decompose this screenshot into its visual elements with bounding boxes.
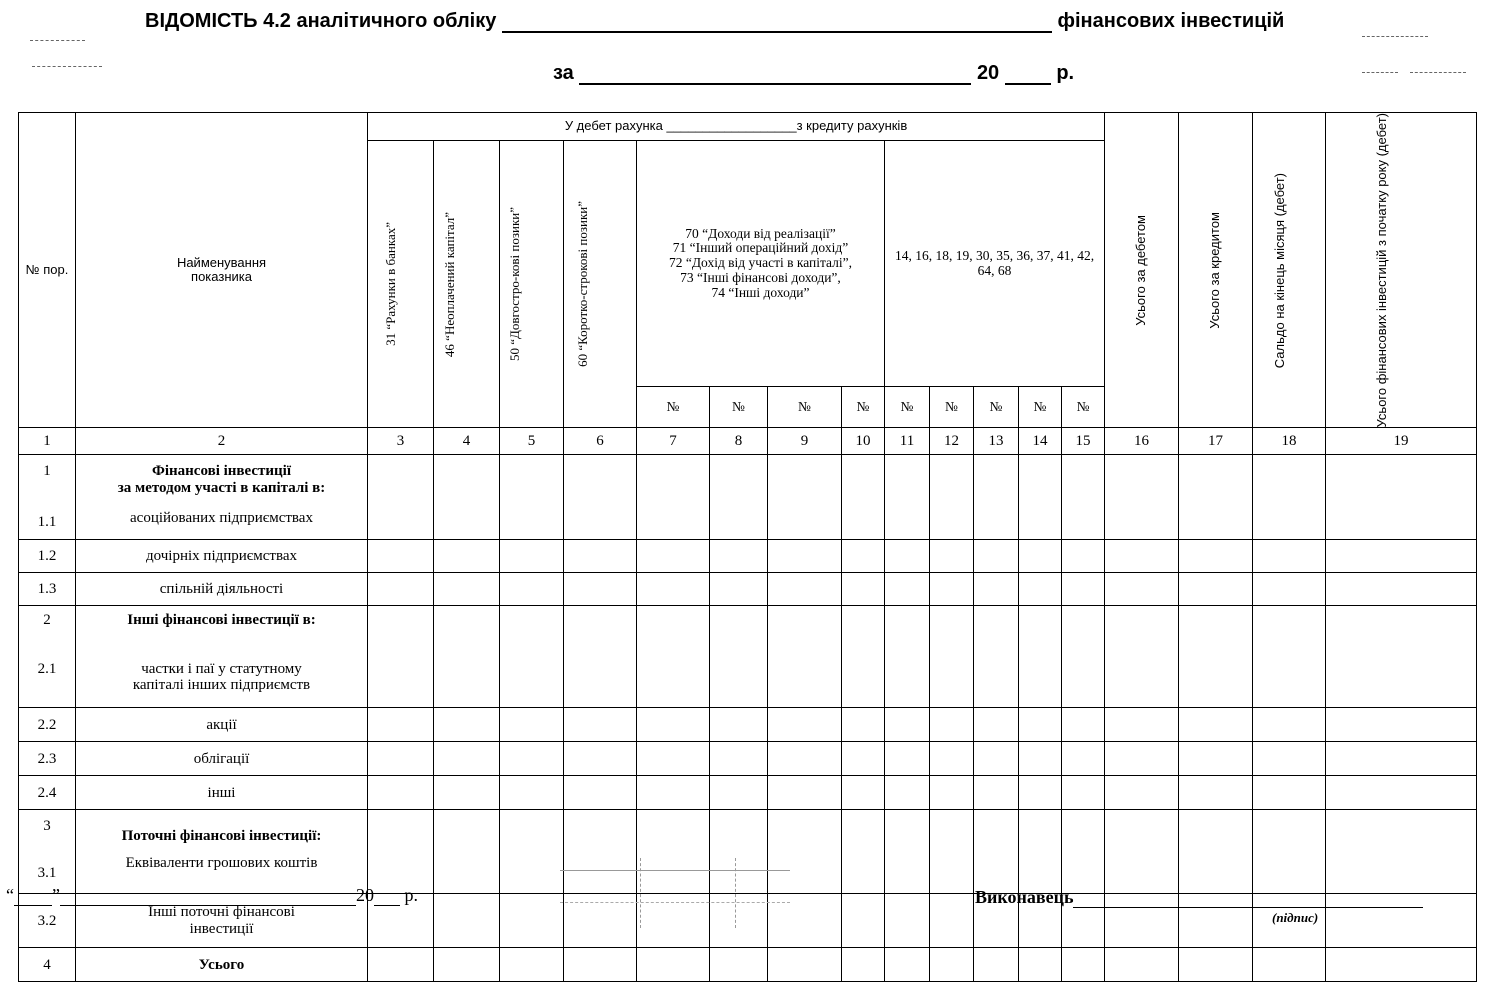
year-field[interactable] [1005, 83, 1051, 85]
data-cell[interactable] [930, 708, 974, 742]
debit-account-header: У дебет рахунка __________________з кредиту рахунків [368, 113, 1105, 141]
data-cell[interactable] [930, 540, 974, 573]
sub-account-no: № [1019, 387, 1062, 428]
data-cell[interactable] [1019, 540, 1062, 573]
executor-block [975, 887, 1423, 908]
data-cell[interactable] [500, 810, 564, 894]
data-cell[interactable] [710, 776, 768, 810]
month-field[interactable] [60, 905, 356, 906]
data-cell[interactable] [500, 776, 564, 810]
data-cell[interactable] [974, 540, 1019, 573]
data-cell[interactable] [885, 573, 930, 606]
document-title [145, 10, 1284, 33]
row-number: 1.3 [19, 573, 76, 606]
column-number: 18 [1253, 428, 1326, 455]
row-label: Фінансові інвестиції за методом участі в капіталі в: асоційованих підприємствах [76, 455, 368, 540]
data-cell[interactable] [1179, 540, 1253, 573]
data-cell[interactable] [368, 776, 434, 810]
data-cell[interactable] [710, 742, 768, 776]
data-cell[interactable] [1326, 948, 1477, 982]
row-number: 2 2.1 [19, 606, 76, 708]
table-row [19, 455, 1477, 540]
data-cell[interactable] [930, 573, 974, 606]
column-number: 12 [930, 428, 974, 455]
data-cell[interactable] [1326, 540, 1477, 573]
data-cell[interactable] [434, 810, 500, 894]
data-cell[interactable] [1326, 742, 1477, 776]
data-cell[interactable] [368, 455, 434, 540]
column-number: 5 [500, 428, 564, 455]
data-cell[interactable] [974, 810, 1019, 894]
data-cell[interactable] [885, 894, 930, 948]
data-cell[interactable] [1105, 810, 1179, 894]
data-cell[interactable] [710, 540, 768, 573]
data-cell[interactable] [1062, 455, 1105, 540]
row-number: 2.3 [19, 742, 76, 776]
data-cell[interactable] [368, 948, 434, 982]
data-cell[interactable] [434, 742, 500, 776]
scan-artifact [735, 858, 736, 928]
footer-year-suffix: р. [404, 885, 418, 905]
column-number-row [19, 428, 1477, 455]
data-cell[interactable] [1019, 810, 1062, 894]
executor-signature-field[interactable] [1073, 907, 1423, 908]
table-row [19, 606, 1477, 708]
data-cell[interactable] [500, 606, 564, 708]
data-cell[interactable] [637, 948, 710, 982]
data-cell[interactable] [564, 948, 637, 982]
data-cell[interactable] [564, 455, 637, 540]
data-cell[interactable] [637, 573, 710, 606]
column-number: 15 [1062, 428, 1105, 455]
data-cell[interactable] [710, 810, 768, 894]
row-number: 3 3.1 [19, 810, 76, 894]
data-cell[interactable] [930, 455, 974, 540]
column-number: 9 [768, 428, 842, 455]
data-cell[interactable] [1326, 810, 1477, 894]
data-cell[interactable] [1326, 573, 1477, 606]
data-cell[interactable] [1326, 606, 1477, 708]
column-number: 16 [1105, 428, 1179, 455]
column-number: 2 [76, 428, 368, 455]
data-cell[interactable] [564, 742, 637, 776]
data-cell[interactable] [1326, 708, 1477, 742]
data-cell[interactable] [500, 540, 564, 573]
executor-label: Виконавець [975, 887, 1074, 907]
data-cell[interactable] [564, 810, 637, 894]
data-cell[interactable] [637, 606, 710, 708]
date-quote-close: ” [52, 885, 60, 905]
data-cell[interactable] [1179, 455, 1253, 540]
data-cell[interactable] [1179, 810, 1253, 894]
data-cell[interactable] [1179, 776, 1253, 810]
data-cell[interactable] [842, 776, 885, 810]
data-cell[interactable] [1253, 742, 1326, 776]
data-cell[interactable] [434, 573, 500, 606]
data-cell[interactable] [710, 948, 768, 982]
column-number: 8 [710, 428, 768, 455]
data-cell[interactable] [842, 948, 885, 982]
data-cell[interactable] [842, 742, 885, 776]
data-cell[interactable] [1253, 455, 1326, 540]
data-cell[interactable] [974, 948, 1019, 982]
data-cell[interactable] [1326, 776, 1477, 810]
data-cell[interactable] [434, 708, 500, 742]
data-cell[interactable] [637, 742, 710, 776]
data-cell[interactable] [1105, 540, 1179, 573]
table-row [19, 776, 1477, 810]
data-cell[interactable] [842, 810, 885, 894]
col-header-name: Найменування показника [76, 113, 368, 428]
data-cell[interactable] [637, 540, 710, 573]
col-header-acc46: 46 “Неоплачений капітал” [434, 141, 500, 428]
data-cell[interactable] [974, 742, 1019, 776]
data-cell[interactable] [710, 708, 768, 742]
data-cell[interactable] [500, 948, 564, 982]
data-cell[interactable] [500, 742, 564, 776]
sub-account-no: № [930, 387, 974, 428]
data-cell[interactable] [974, 455, 1019, 540]
data-cell[interactable] [368, 742, 434, 776]
data-cell[interactable] [1062, 742, 1105, 776]
data-cell[interactable] [1253, 708, 1326, 742]
footer-year-field[interactable] [374, 905, 400, 906]
data-cell[interactable] [368, 540, 434, 573]
data-cell[interactable] [564, 540, 637, 573]
row-label: інші [76, 776, 368, 810]
col-header-no: № пор. [19, 113, 76, 428]
row-number: 1 1.1 [19, 455, 76, 540]
data-cell[interactable] [768, 708, 842, 742]
sub-account-no: № [1062, 387, 1105, 428]
data-cell[interactable] [564, 708, 637, 742]
data-cell[interactable] [974, 573, 1019, 606]
row-number: 2.4 [19, 776, 76, 810]
data-cell[interactable] [768, 948, 842, 982]
data-cell[interactable] [768, 540, 842, 573]
data-cell[interactable] [1062, 776, 1105, 810]
footer-year: 20 [356, 885, 374, 905]
margin-mark [30, 40, 85, 41]
data-cell[interactable] [885, 776, 930, 810]
data-cell[interactable] [1253, 606, 1326, 708]
data-cell[interactable] [434, 540, 500, 573]
row-number: 4 [19, 948, 76, 982]
period-suffix: р. [1056, 62, 1075, 84]
row-number: 1.2 [19, 540, 76, 573]
data-cell[interactable] [710, 606, 768, 708]
column-number: 13 [974, 428, 1019, 455]
data-cell[interactable] [368, 810, 434, 894]
data-cell[interactable] [930, 894, 974, 948]
data-cell[interactable] [1019, 776, 1062, 810]
data-cell[interactable] [1179, 948, 1253, 982]
col-header-balance-end: Сальдо на кінець місяця (дебет) [1253, 113, 1326, 428]
row-label: акції [76, 708, 368, 742]
title-prefix: ВІДОМІСТЬ 4.2 аналітичного обліку [145, 10, 497, 32]
data-cell[interactable] [1253, 948, 1326, 982]
data-cell[interactable] [1253, 810, 1326, 894]
data-cell[interactable] [930, 776, 974, 810]
data-cell[interactable] [500, 455, 564, 540]
data-cell[interactable] [842, 540, 885, 573]
data-cell[interactable] [1105, 708, 1179, 742]
data-cell[interactable] [842, 573, 885, 606]
data-cell[interactable] [637, 810, 710, 894]
data-cell[interactable] [1062, 573, 1105, 606]
data-cell[interactable] [885, 948, 930, 982]
data-cell[interactable] [1179, 573, 1253, 606]
data-cell[interactable] [1062, 708, 1105, 742]
column-number: 11 [885, 428, 930, 455]
table-row [19, 708, 1477, 742]
data-cell[interactable] [930, 948, 974, 982]
data-cell[interactable] [885, 540, 930, 573]
row-label: Інші поточні фінансові інвестиції [76, 894, 368, 948]
data-cell[interactable] [1019, 455, 1062, 540]
data-cell[interactable] [885, 455, 930, 540]
row-number: 2.2 [19, 708, 76, 742]
margin-mark [1362, 36, 1428, 37]
data-cell[interactable] [768, 455, 842, 540]
data-cell[interactable] [768, 573, 842, 606]
data-cell[interactable] [1019, 742, 1062, 776]
col-header-total-debit: Усього за дебетом [1105, 113, 1179, 428]
data-cell[interactable] [564, 573, 637, 606]
report-period [553, 62, 1074, 85]
data-cell[interactable] [368, 708, 434, 742]
scan-artifact [560, 870, 790, 871]
margin-mark [1362, 72, 1398, 73]
data-cell[interactable] [885, 810, 930, 894]
data-cell[interactable] [710, 455, 768, 540]
data-cell[interactable] [500, 894, 564, 948]
data-cell[interactable] [1062, 606, 1105, 708]
data-cell[interactable] [930, 606, 974, 708]
ledger-table [18, 112, 1477, 982]
data-cell[interactable] [1019, 573, 1062, 606]
data-cell[interactable] [368, 606, 434, 708]
col-header-acc60: 60 “Коротко-строкові позики” [564, 141, 637, 428]
sub-account-no: № [842, 387, 885, 428]
investment-type-field[interactable] [502, 31, 1052, 33]
data-cell[interactable] [637, 455, 710, 540]
data-cell[interactable] [842, 708, 885, 742]
scan-artifact [560, 902, 790, 903]
row-label-total: Усього [76, 948, 368, 982]
data-cell[interactable] [434, 455, 500, 540]
column-number: 7 [637, 428, 710, 455]
data-cell[interactable] [1179, 742, 1253, 776]
period-prefix: за [553, 62, 574, 84]
table-row-total [19, 948, 1477, 982]
data-cell[interactable] [768, 810, 842, 894]
data-cell[interactable] [1253, 540, 1326, 573]
data-cell[interactable] [1326, 455, 1477, 540]
data-cell[interactable] [500, 573, 564, 606]
column-number: 10 [842, 428, 885, 455]
data-cell[interactable] [710, 573, 768, 606]
column-number: 3 [368, 428, 434, 455]
col-header-total-begin: Усього фінансових інвестицій з початку року (дебет) [1326, 113, 1477, 428]
data-cell[interactable] [974, 606, 1019, 708]
signature-hint: (підпис) [1272, 910, 1319, 925]
date-quote-open: “ [6, 885, 14, 905]
data-cell[interactable] [974, 776, 1019, 810]
data-cell[interactable] [1179, 606, 1253, 708]
data-cell[interactable] [434, 776, 500, 810]
sub-account-no: № [710, 387, 768, 428]
data-cell[interactable] [1253, 573, 1326, 606]
data-cell[interactable] [768, 742, 842, 776]
column-number: 1 [19, 428, 76, 455]
sub-account-no: № [885, 387, 930, 428]
table-row [19, 540, 1477, 573]
data-cell[interactable] [930, 742, 974, 776]
col-header-income-accounts: 70 “Доходи від реалізації” 71 “Інший операційний дохід” 72 “Дохід від участі в капіталі”, 73 “Інші фінансові доходи”, 74 “Інші доходи” [637, 141, 885, 387]
column-number: 17 [1179, 428, 1253, 455]
column-number: 19 [1326, 428, 1477, 455]
data-cell[interactable] [1105, 573, 1179, 606]
data-cell[interactable] [1253, 776, 1326, 810]
data-cell[interactable] [500, 708, 564, 742]
data-cell[interactable] [434, 948, 500, 982]
data-cell[interactable] [1019, 606, 1062, 708]
row-label: дочірніх підприємствах [76, 540, 368, 573]
data-cell[interactable] [1019, 708, 1062, 742]
data-cell[interactable] [1019, 948, 1062, 982]
data-cell[interactable] [842, 606, 885, 708]
footer-date [6, 885, 418, 906]
data-cell[interactable] [1105, 776, 1179, 810]
column-number: 6 [564, 428, 637, 455]
data-cell[interactable] [637, 776, 710, 810]
data-cell[interactable] [1062, 540, 1105, 573]
col-header-acc31: 31 “Рахунки в банках” [368, 141, 434, 428]
data-cell[interactable] [1105, 948, 1179, 982]
data-cell[interactable] [368, 573, 434, 606]
data-cell[interactable] [637, 708, 710, 742]
data-cell[interactable] [1105, 606, 1179, 708]
data-cell[interactable] [1062, 948, 1105, 982]
margin-mark [32, 66, 102, 67]
data-cell[interactable] [885, 606, 930, 708]
data-cell[interactable] [842, 894, 885, 948]
row-label: Інші фінансові інвестиції в: частки і паї у статутному капіталі інших підприємств [76, 606, 368, 708]
table-row [19, 742, 1477, 776]
scan-artifact [640, 858, 641, 928]
data-cell[interactable] [1179, 708, 1253, 742]
data-cell[interactable] [564, 606, 637, 708]
sub-account-no: № [637, 387, 710, 428]
row-label: Поточні фінансові інвестиції: Еквіваленти грошових коштів [76, 810, 368, 894]
data-cell[interactable] [930, 810, 974, 894]
data-cell[interactable] [434, 606, 500, 708]
sub-account-no: № [974, 387, 1019, 428]
row-number: 3.2 [19, 894, 76, 948]
data-cell[interactable] [434, 894, 500, 948]
col-header-acc50: 50 “Довгостро-кові позики” [500, 141, 564, 428]
table-row [19, 573, 1477, 606]
column-number: 14 [1019, 428, 1062, 455]
data-cell[interactable] [768, 776, 842, 810]
data-cell[interactable] [1062, 810, 1105, 894]
title-suffix: фінансових інвестицій [1057, 10, 1285, 32]
day-field[interactable] [14, 905, 52, 906]
col-header-other-accounts: 14, 16, 18, 19, 30, 35, 36, 37, 41, 42, 64, 68 [885, 141, 1105, 387]
col-header-total-credit: Усього за кредитом [1179, 113, 1253, 428]
data-cell[interactable] [1105, 455, 1179, 540]
data-cell[interactable] [974, 708, 1019, 742]
table-row [19, 810, 1477, 894]
data-cell[interactable] [842, 455, 885, 540]
data-cell[interactable] [885, 742, 930, 776]
period-field[interactable] [579, 83, 971, 85]
row-label: облігації [76, 742, 368, 776]
period-year: 20 [976, 62, 1000, 84]
row-label: спільній діяльності [76, 573, 368, 606]
data-cell[interactable] [885, 708, 930, 742]
sub-account-no: № [768, 387, 842, 428]
data-cell[interactable] [1105, 742, 1179, 776]
margin-mark [1410, 72, 1466, 73]
data-cell[interactable] [768, 606, 842, 708]
data-cell[interactable] [564, 776, 637, 810]
column-number: 4 [434, 428, 500, 455]
